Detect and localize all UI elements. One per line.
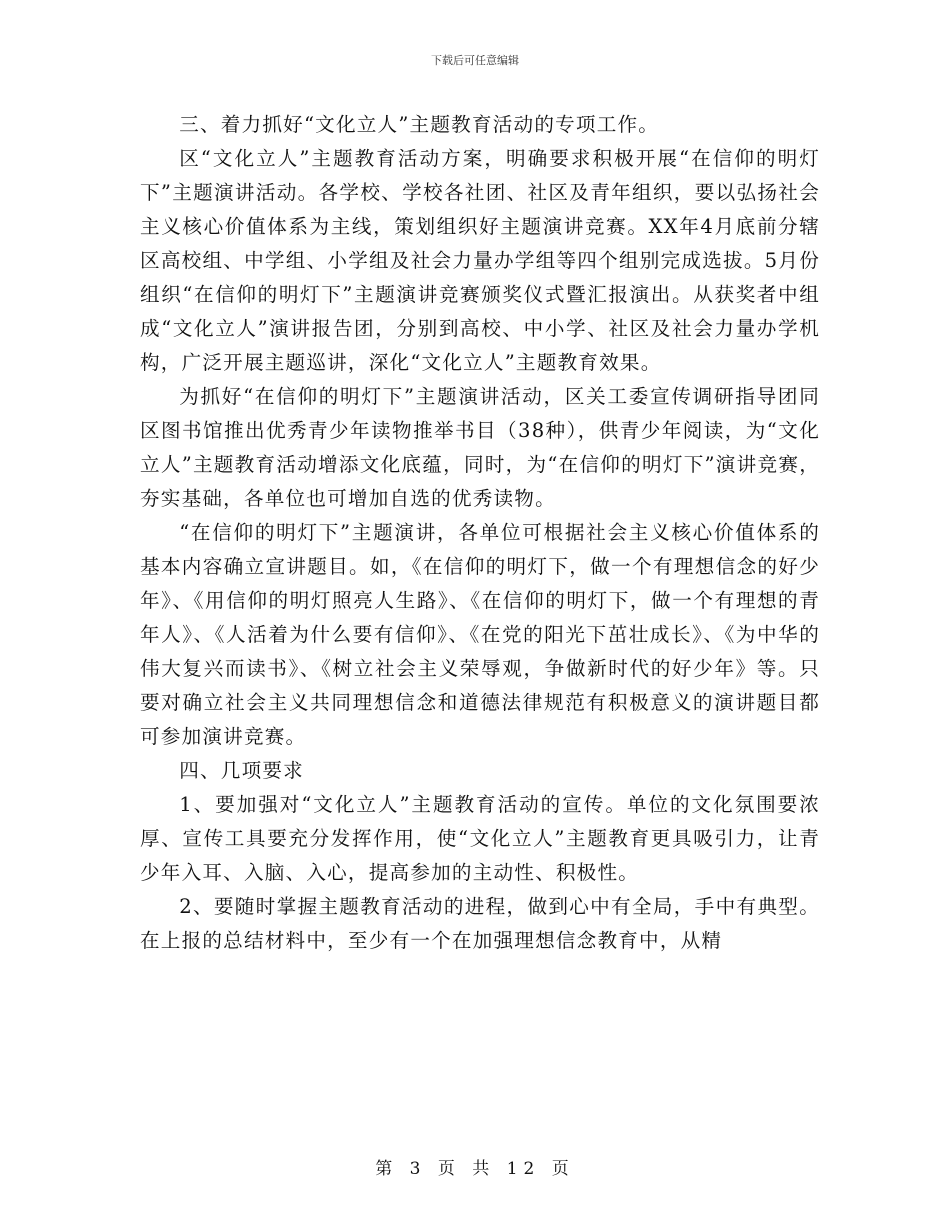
- section-heading-three: 三、着力抓好“文化立人”主题教育活动的专项工作。: [179, 113, 660, 136]
- paragraph-speech-activity: 区“文化立人”主题教育活动方案，明确要求积极开展“在信仰的明灯下”主题演讲活动。各学校、学校各社团、社区及青年组织，要以弘扬社会主义核心价值体系为主线，策划组织好主题演讲竞赛。XX年4月底前分辖区高校组、中学组、小学组及社会力量办学组等四个组别完成选拔。5月份组织“在信仰的明灯下”主题演讲竞赛颁奖仪式暨汇报演出。从获奖者中组成“文化立人”演讲报告团，分别到高校、中小学、社区及社会力量办学机构，广泛开展主题巡讲，深化“文化立人”主题教育效果。: [140, 147, 820, 374]
- requirement-item-2: 2、要随时掌握主题教育活动的进程，做到心中有全局，手中有典型。在上报的总结材料中，至少有一个在加强理想信念教育中，从精: [140, 895, 820, 952]
- page-number: 第 3 页 共 12 页: [375, 1159, 575, 1179]
- paragraph-speech-topics: “在信仰的明灯下”主题演讲，各单位可根据社会主义核心价值体系的基本内容确立宣讲题目。如，《在信仰的明灯下，做一个有理想信念的好少年》、《用信仰的明灯照亮人生路》、《在信仰的明灯下，做一个有理想的青年人》、《人活着为什么要有信仰》、《在党的阳光下茁壮成长》、《为中华的伟大复兴而读书》、《树立社会主义荣辱观，争做新时代的好少年》等。只要对确立社会主义共同理想信念和道德法律规范有积极意义的演讲题目都可参加演讲竞赛。: [140, 521, 820, 748]
- page-header: 下载后可任意编辑: [431, 54, 519, 67]
- requirement-item-1: 1、要加强对“文化立人”主题教育活动的宣传。单位的文化氛围要浓厚、宣传工具要充分发挥作用，使“文化立人”主题教育更具吸引力，让青少年入耳、入脑、入心，提高参加的主动性、积极性。: [140, 793, 820, 884]
- section-heading-four: 四、几项要求: [179, 759, 304, 782]
- paragraph-reading-list: 为抓好“在信仰的明灯下”主题演讲活动，区关工委宣传调研指导团同区图书馆推出优秀青少年读物推举书目（38种），供青少年阅读，为“文化立人”主题教育活动增添文化底蕴，同时，为“在信仰的明灯下”演讲竞赛，夯实基础，各单位也可增加自选的优秀读物。: [140, 385, 820, 510]
- document-body: [140, 108, 820, 958]
